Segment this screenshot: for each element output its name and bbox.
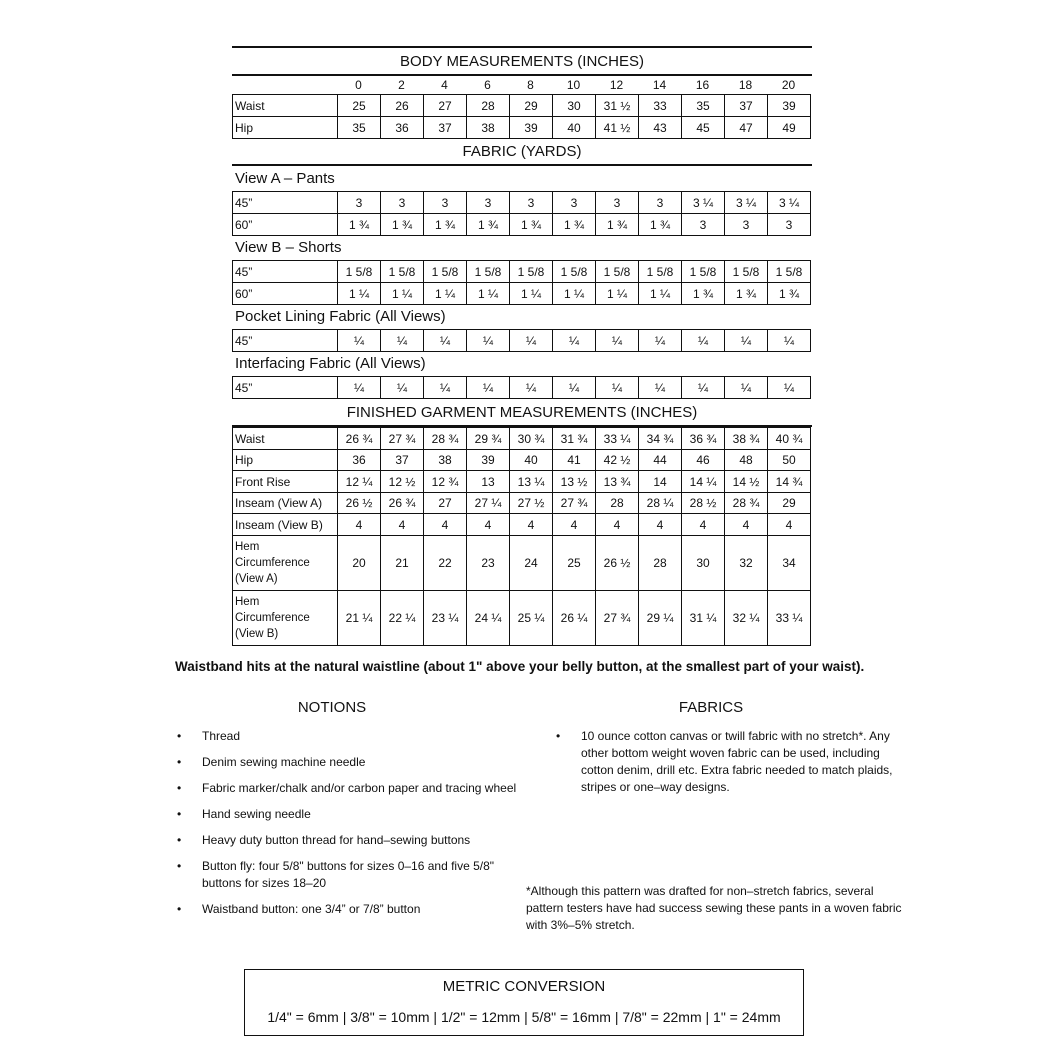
table-cell: 1 ¾ (725, 283, 768, 305)
table-row (233, 377, 811, 399)
table-cell: 26 ½ (596, 536, 639, 591)
table-cell: 31 ½ (596, 95, 639, 117)
table-cell: 33 ¼ (596, 428, 639, 450)
size-header: 18 (738, 78, 753, 92)
bullet: • (177, 859, 182, 873)
fabric-item (556, 728, 906, 796)
table-cell: 36 ¾ (682, 428, 725, 450)
table-cell: 1 ¼ (467, 283, 510, 305)
table-cell: 25 ¼ (510, 591, 553, 646)
fabric-table-view-b-shorts (232, 260, 811, 305)
row-label-hem-circumference-view-a: Hem Circumference (View A) (233, 536, 338, 591)
table-cell: 50 (768, 450, 811, 471)
table-cell: 1 5/8 (553, 261, 596, 283)
fabrics-title: FABRICS (678, 699, 744, 716)
table-cell: 48 (725, 450, 768, 471)
table-cell: 38 (467, 117, 510, 139)
body-table (232, 94, 811, 139)
table-cell: 21 ¼ (338, 591, 381, 646)
row-label-45: 45” (233, 330, 338, 352)
notion-item-text: Waistband button: one 3/4” or 7/8” button (202, 902, 421, 916)
table-cell: ¼ (553, 330, 596, 352)
table-cell: 1 5/8 (467, 261, 510, 283)
table-cell: 37 (424, 117, 467, 139)
notions-title: NOTIONS (297, 699, 367, 716)
table-cell: ¼ (639, 377, 682, 399)
table-row (233, 261, 811, 283)
table-cell: 26 ¾ (338, 428, 381, 450)
table-cell: ¼ (424, 377, 467, 399)
notions-list (177, 728, 522, 927)
table-cell: 43 (639, 117, 682, 139)
table-cell: 3 (596, 192, 639, 214)
table-cell: 13 ¾ (596, 471, 639, 493)
size-header: 10 (566, 78, 581, 92)
table-row (233, 493, 811, 514)
table-cell: 38 ¾ (725, 428, 768, 450)
table-cell: 4 (467, 514, 510, 536)
table-cell: 41 ½ (596, 117, 639, 139)
fabric-group-title-pocket-lining-fabric-all-views: Pocket Lining Fabric (All Views) (235, 308, 446, 325)
table-cell: 14 ¾ (768, 471, 811, 493)
table-cell: 47 (725, 117, 768, 139)
bullet: • (177, 833, 182, 847)
table-cell: 12 ½ (381, 471, 424, 493)
table-cell: 20 (338, 536, 381, 591)
table-cell: 1 5/8 (338, 261, 381, 283)
table-cell: 1 ¾ (467, 214, 510, 236)
table-cell: 1 5/8 (381, 261, 424, 283)
size-header: 4 (441, 78, 448, 92)
table-cell: 12 ¼ (338, 471, 381, 493)
table-cell: 29 (510, 95, 553, 117)
table-cell: 1 ¾ (639, 214, 682, 236)
table-row (233, 330, 811, 352)
table-cell: 40 ¾ (768, 428, 811, 450)
table-cell: 24 (510, 536, 553, 591)
table-row (233, 95, 811, 117)
notion-item (177, 806, 522, 823)
table-cell: 24 ¼ (467, 591, 510, 646)
table-cell: 38 (424, 450, 467, 471)
table-cell: 23 (467, 536, 510, 591)
table-cell: 3 (338, 192, 381, 214)
table-cell: 3 (553, 192, 596, 214)
bullet: • (556, 729, 561, 743)
table-cell: 39 (510, 117, 553, 139)
table-cell: ¼ (510, 377, 553, 399)
table-cell: 23 ¼ (424, 591, 467, 646)
table-cell: 3 (639, 192, 682, 214)
table-cell: 3 (510, 192, 553, 214)
table-cell: 28 (596, 493, 639, 514)
finished-table (232, 427, 811, 646)
table-cell: 13 ½ (553, 471, 596, 493)
table-row (233, 450, 811, 471)
table-cell: ¼ (338, 330, 381, 352)
fabrics-footnote: *Although this pattern was drafted for non–stretch fabrics, several pattern testers have had success sewing these pants in a woven fabric with 3%–5% stretch. (526, 884, 902, 932)
table-cell: 27 ¾ (381, 428, 424, 450)
fabric-table-view-a-pants (232, 191, 811, 236)
table-cell: 39 (467, 450, 510, 471)
table-cell: 1 ¾ (768, 283, 811, 305)
table-cell: ¼ (725, 330, 768, 352)
size-header: 14 (652, 78, 667, 92)
table-cell: 37 (381, 450, 424, 471)
table-cell: 35 (338, 117, 381, 139)
table-cell: 4 (639, 514, 682, 536)
table-cell: 3 (725, 214, 768, 236)
table-cell: 28 ½ (682, 493, 725, 514)
table-cell: ¼ (553, 377, 596, 399)
table-cell: 25 (553, 536, 596, 591)
metric-text: 1/4" = 6mm | 3/8" = 10mm | 1/2" = 12mm | 5/8" = 16mm | 7/8" = 22mm | 1" = 24mm (267, 1009, 781, 1025)
finished-title: FINISHED GARMENT MEASUREMENTS (INCHES) (346, 404, 698, 421)
table-cell: 26 ½ (338, 493, 381, 514)
table-cell: ¼ (639, 330, 682, 352)
table-cell: 1 5/8 (768, 261, 811, 283)
table-cell: 34 ¾ (639, 428, 682, 450)
table-cell: 3 ¼ (725, 192, 768, 214)
fabric-title-rule (232, 164, 812, 166)
table-cell: 27 (424, 95, 467, 117)
table-cell: 36 (381, 117, 424, 139)
table-cell: 4 (510, 514, 553, 536)
table-cell: 4 (596, 514, 639, 536)
table-cell: 22 (424, 536, 467, 591)
table-cell: 1 5/8 (424, 261, 467, 283)
table-cell: 27 (424, 493, 467, 514)
table-cell: 1 ¾ (553, 214, 596, 236)
table-cell: ¼ (725, 377, 768, 399)
table-cell: 28 ¾ (725, 493, 768, 514)
table-cell: 4 (725, 514, 768, 536)
table-cell: 29 (768, 493, 811, 514)
table-cell: 25 (338, 95, 381, 117)
table-cell: 40 (553, 117, 596, 139)
table-cell: ¼ (424, 330, 467, 352)
table-cell: 41 (553, 450, 596, 471)
table-cell: 13 ¼ (510, 471, 553, 493)
table-cell: 26 ¾ (381, 493, 424, 514)
notion-item-text: Denim sewing machine needle (202, 755, 366, 769)
row-label-45: 45” (233, 261, 338, 283)
notion-item (177, 901, 522, 918)
row-label-60: 60” (233, 214, 338, 236)
row-label-hip: Hip (233, 117, 338, 139)
table-row (233, 428, 811, 450)
table-cell: 1 ¼ (424, 283, 467, 305)
table-cell: 12 ¾ (424, 471, 467, 493)
notion-item (177, 858, 522, 892)
row-label-front-rise: Front Rise (233, 471, 338, 493)
fabric-group-title-interfacing-fabric-all-views: Interfacing Fabric (All Views) (235, 355, 426, 372)
table-cell: 30 (553, 95, 596, 117)
table-cell: 1 ¾ (596, 214, 639, 236)
table-row (233, 514, 811, 536)
body-title-rule (232, 74, 812, 76)
table-cell: 1 ¼ (338, 283, 381, 305)
table-cell: 34 (768, 536, 811, 591)
bullet: • (177, 755, 182, 769)
table-cell: 1 ¾ (424, 214, 467, 236)
fabric-table-pocket-lining-fabric-all-views (232, 329, 811, 352)
metric-conversion-box (244, 969, 804, 1036)
body-measurements-title: BODY MEASUREMENTS (INCHES) (400, 53, 644, 70)
table-cell: 3 (467, 192, 510, 214)
table-cell: 39 (768, 95, 811, 117)
bullet: • (177, 807, 182, 821)
size-header: 6 (484, 78, 491, 92)
fabric-group-title-view-a-pants: View A – Pants (235, 170, 335, 187)
fabric-item-text: 10 ounce cotton canvas or twill fabric with no stretch*. Any other bottom weight woven fabric can be used, including cotton denim, drill etc. Extra fabric needed to match plaids, stripes or one–way designs. (581, 729, 893, 794)
table-cell: 49 (768, 117, 811, 139)
table-cell: 1 ¾ (682, 283, 725, 305)
table-cell: 33 ¼ (768, 591, 811, 646)
fabric-table-interfacing-fabric-all-views (232, 376, 811, 399)
table-cell: ¼ (596, 377, 639, 399)
fabrics-list (556, 728, 906, 805)
fabric-title: FABRIC (YARDS) (462, 143, 582, 160)
row-label-waist: Waist (233, 428, 338, 450)
table-cell: ¼ (596, 330, 639, 352)
table-cell: 31 ¼ (682, 591, 725, 646)
bullet: • (177, 781, 182, 795)
row-label-45: 45” (233, 192, 338, 214)
notion-item-text: Thread (202, 729, 241, 743)
row-label-60: 60” (233, 283, 338, 305)
size-header: 20 (781, 78, 796, 92)
table-cell: 32 ¼ (725, 591, 768, 646)
table-row (233, 192, 811, 214)
table-cell: 1 ¼ (596, 283, 639, 305)
table-cell: 45 (682, 117, 725, 139)
table-cell: 46 (682, 450, 725, 471)
table-cell: 4 (682, 514, 725, 536)
table-cell: 31 ¾ (553, 428, 596, 450)
table-cell: 3 (424, 192, 467, 214)
table-cell: 29 ¾ (467, 428, 510, 450)
table-cell: ¼ (768, 377, 811, 399)
table-cell: 28 ¾ (424, 428, 467, 450)
table-cell: 30 (682, 536, 725, 591)
table-row (233, 283, 811, 305)
notion-item (177, 728, 522, 745)
waistband-note: Waistband hits at the natural waistline (about 1" above your belly button, at the smallest part of your waist). (175, 659, 865, 674)
size-header: 2 (398, 78, 405, 92)
table-cell: 1 ¼ (639, 283, 682, 305)
notion-item-text: Hand sewing needle (202, 807, 311, 821)
table-cell: 28 (467, 95, 510, 117)
table-cell: 27 ¼ (467, 493, 510, 514)
table-cell: 27 ¾ (596, 591, 639, 646)
table-row (233, 471, 811, 493)
table-cell: 32 (725, 536, 768, 591)
table-cell: 21 (381, 536, 424, 591)
table-cell: 28 (639, 536, 682, 591)
table-cell: 1 5/8 (682, 261, 725, 283)
row-label-waist: Waist (233, 95, 338, 117)
table-cell: ¼ (682, 377, 725, 399)
table-row (233, 591, 811, 646)
table-cell: ¼ (338, 377, 381, 399)
table-cell: 30 ¾ (510, 428, 553, 450)
notion-item-text: Heavy duty button thread for hand–sewing buttons (202, 833, 471, 847)
table-cell: 1 ¾ (510, 214, 553, 236)
table-cell: 1 5/8 (639, 261, 682, 283)
table-cell: 4 (553, 514, 596, 536)
table-cell: 22 ¼ (381, 591, 424, 646)
table-cell: 1 5/8 (510, 261, 553, 283)
table-cell: 4 (381, 514, 424, 536)
notion-item (177, 832, 522, 849)
table-cell: 4 (768, 514, 811, 536)
table-row (233, 117, 811, 139)
table-cell: 3 (768, 214, 811, 236)
table-row (233, 214, 811, 236)
table-cell: 36 (338, 450, 381, 471)
top-rule (232, 46, 812, 48)
table-cell: ¼ (381, 377, 424, 399)
size-header: 8 (527, 78, 534, 92)
notion-item-text: Fabric marker/chalk and/or carbon paper and tracing wheel (202, 781, 517, 795)
row-label-hip: Hip (233, 450, 338, 471)
table-cell: 26 ¼ (553, 591, 596, 646)
table-cell: 44 (639, 450, 682, 471)
table-cell: 1 5/8 (725, 261, 768, 283)
size-header: 0 (355, 78, 362, 92)
table-cell: 40 (510, 450, 553, 471)
table-cell: 35 (682, 95, 725, 117)
table-row (233, 536, 811, 591)
table-cell: 33 (639, 95, 682, 117)
table-cell: 14 (639, 471, 682, 493)
table-cell: ¼ (467, 377, 510, 399)
fabric-group-title-view-b-shorts: View B – Shorts (235, 239, 342, 256)
table-cell: ¼ (768, 330, 811, 352)
table-cell: 26 (381, 95, 424, 117)
table-cell: 1 ¾ (381, 214, 424, 236)
notion-item-text: Button fly: four 5/8" buttons for sizes 0–16 and five 5/8" buttons for sizes 18–20 (202, 859, 495, 890)
notion-item (177, 780, 522, 797)
bullet: • (177, 902, 182, 916)
bullet: • (177, 729, 182, 743)
table-cell: 1 5/8 (596, 261, 639, 283)
table-cell: ¼ (381, 330, 424, 352)
row-label-45: 45” (233, 377, 338, 399)
table-cell: ¼ (510, 330, 553, 352)
table-cell: 28 ¼ (639, 493, 682, 514)
table-cell: 14 ½ (725, 471, 768, 493)
size-header: 16 (695, 78, 710, 92)
metric-title: METRIC CONVERSION (442, 978, 606, 995)
table-cell: 4 (424, 514, 467, 536)
table-cell: 1 ¾ (338, 214, 381, 236)
table-cell: 27 ¾ (553, 493, 596, 514)
table-cell: 42 ½ (596, 450, 639, 471)
table-cell: 1 ¼ (510, 283, 553, 305)
table-cell: ¼ (682, 330, 725, 352)
row-label-hem-circumference-view-b: Hem Circumference (View B) (233, 591, 338, 646)
table-cell: 3 (682, 214, 725, 236)
table-cell: 29 ¼ (639, 591, 682, 646)
table-cell: 27 ½ (510, 493, 553, 514)
table-cell: 13 (467, 471, 510, 493)
table-cell: ¼ (467, 330, 510, 352)
table-cell: 3 (381, 192, 424, 214)
size-header: 12 (609, 78, 624, 92)
table-cell: 3 ¼ (682, 192, 725, 214)
table-cell: 14 ¼ (682, 471, 725, 493)
table-cell: 3 ¼ (768, 192, 811, 214)
row-label-inseam-view-b: Inseam (View B) (233, 514, 338, 536)
table-cell: 4 (338, 514, 381, 536)
table-cell: 1 ¼ (553, 283, 596, 305)
table-cell: 37 (725, 95, 768, 117)
notion-item (177, 754, 522, 771)
row-label-inseam-view-a: Inseam (View A) (233, 493, 338, 514)
table-cell: 1 ¼ (381, 283, 424, 305)
